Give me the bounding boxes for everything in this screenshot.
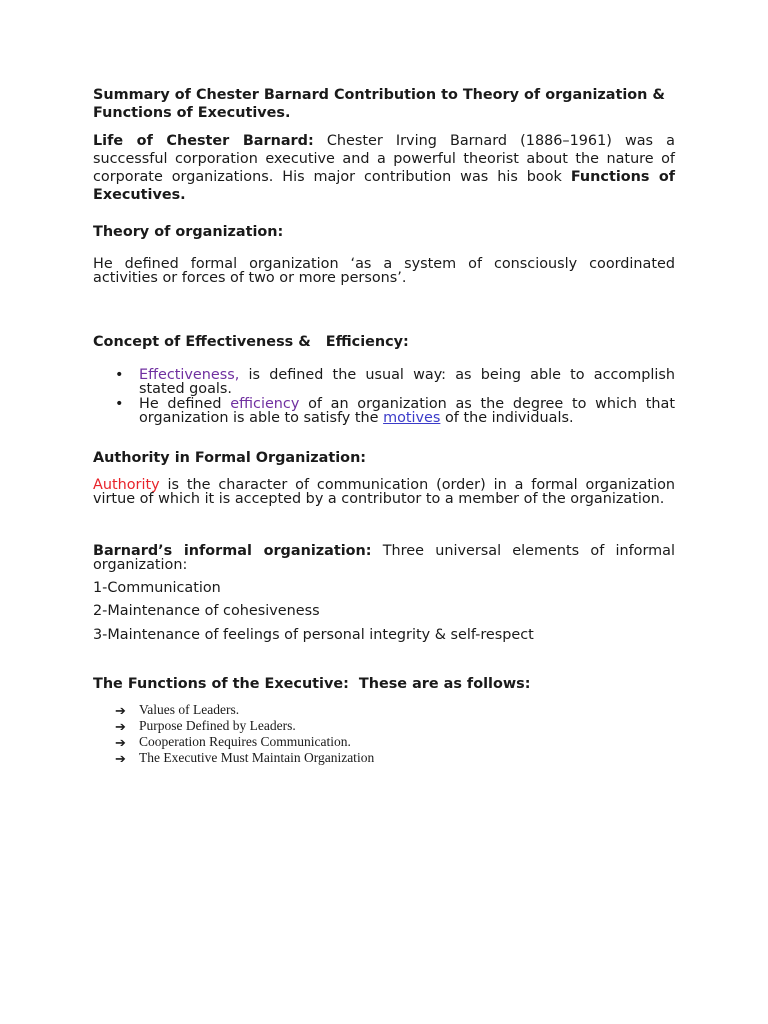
list-item [93,397,675,425]
life-paragraph [93,132,675,204]
authority-paragraph [93,478,675,506]
function-item: Values of Leaders. [139,702,240,717]
functions-heading: The Functions of the Executive: These are as follows: [93,676,531,692]
concept-heading: Concept of Effectiveness & Efficiency: [93,334,409,350]
list-item [93,718,675,734]
list-item [93,750,675,766]
title-text: Summary of Chester Barnard Contribution to Theory of organization & Functions of Executives. [93,87,665,121]
document-title [93,87,675,122]
informal-element: 3-Maintenance of feelings of personal integrity & self-respect [93,627,534,643]
efficiency-mid: of an organization as the degree to which that organization is able to satisfy the [139,396,675,426]
concept-list [93,368,675,425]
motives-link[interactable]: motives [383,410,441,426]
arrow-bullet-icon: ➔ [115,719,126,734]
authority-text: is the character of communication (order) in a formal organization virtue of which it is accepted by a contributor to a member of the organization. [93,477,675,507]
life-heading: Life of Chester Barnard: [93,133,314,149]
effectiveness-text: is defined the usual way: as being able to accomplish stated goals. [139,367,675,397]
effectiveness-term: Effectiveness, [139,367,240,383]
theory-heading: Theory of organization: [93,224,284,240]
list-item [93,702,675,718]
function-item: Purpose Defined by Leaders. [139,718,296,733]
arrow-bullet-icon: ➔ [115,751,126,766]
efficiency-term: efficiency [230,396,300,412]
book-title: Functions of Executives. [93,169,675,203]
list-item [93,734,675,750]
informal-paragraph [93,544,675,572]
function-item: Cooperation Requires Communication. [139,734,351,749]
informal-text: Three universal elements of informal organization: [93,543,675,573]
efficiency-post: of the individuals. [440,410,574,426]
informal-element: 1-Communication [93,580,221,596]
functions-list [93,702,675,766]
authority-term: Authority [93,477,160,493]
life-text: Chester Irving Barnard (1886–1961) was a successful corporation executive and a powerful theorist about the nature of corporate organizations. His major contribution was his book [93,133,675,185]
informal-heading: Barnard’s informal organization: [93,543,372,559]
authority-heading: Authority in Formal Organization: [93,450,367,466]
theory-paragraph: He defined formal organization ‘as a system of consciously coordinated activities or forces of two or more persons’. [93,256,675,286]
informal-element: 2-Maintenance of cohesiveness [93,603,320,619]
arrow-bullet-icon: ➔ [115,703,126,718]
bullet-icon: • [115,367,124,383]
arrow-bullet-icon: ➔ [115,735,126,750]
bullet-icon: • [115,396,124,412]
function-item: The Executive Must Maintain Organization [139,750,375,765]
list-item [93,368,675,396]
efficiency-pre: He defined [139,396,231,412]
